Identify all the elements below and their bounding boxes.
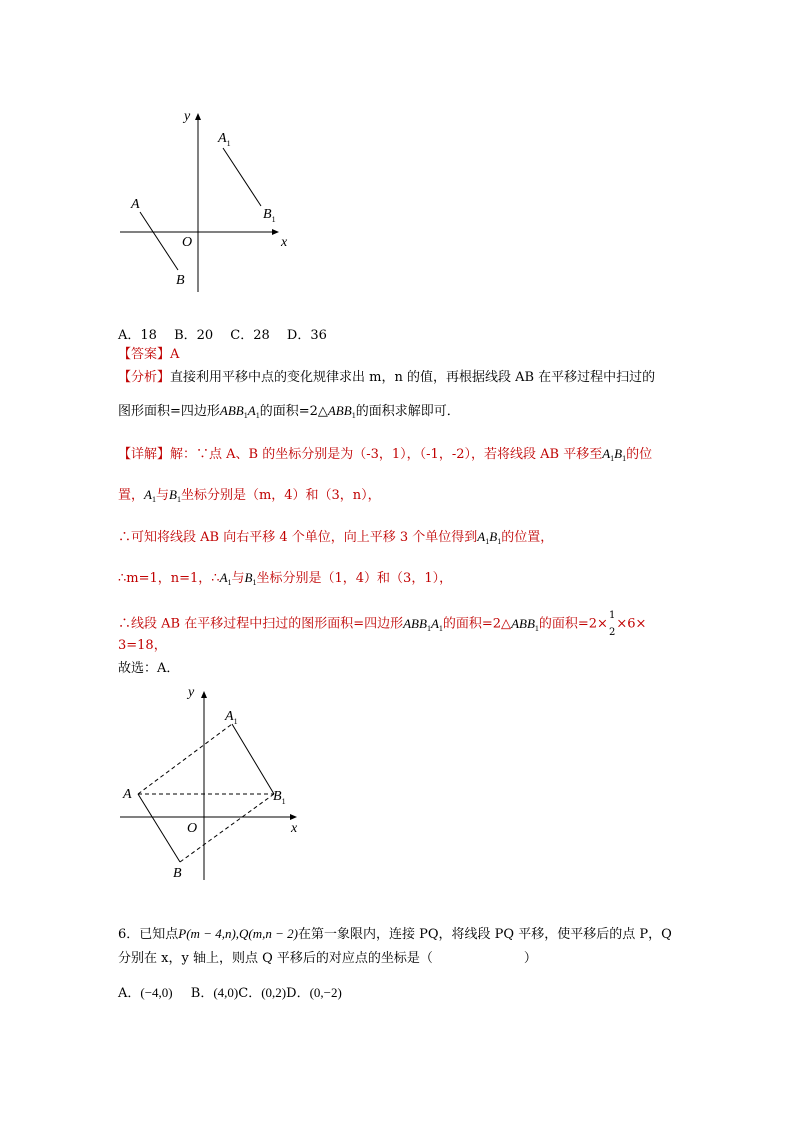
- answer-line: [118, 346, 179, 364]
- option-a-value: (−4,0): [140, 985, 173, 1000]
- dashed-a-a1: [138, 724, 232, 794]
- segment-a1b1-math: $A_1B_1$: [602, 446, 627, 463]
- point-b1-math-2: $B_1$: [244, 570, 257, 587]
- detail-line-2: [118, 486, 381, 509]
- options-line: A．18 B．20 C．28 D．36: [118, 328, 327, 343]
- quad-abb1a1-math: $ABB_1A_1$: [403, 615, 443, 633]
- analysis-line-1: [118, 369, 655, 387]
- question-6-points-math: P(m − 4,n),Q(m,n − 2): [178, 926, 298, 941]
- option-c-value: (0,2): [261, 985, 287, 1000]
- point-b1-math: $B_1$: [168, 487, 181, 504]
- detail-text-2c: 坐标分别是（m，4）和（3，n），: [180, 488, 381, 503]
- detail-text-5a: ∴线段 AB 在平移过程中扫过的图形面积=四边形: [118, 616, 404, 632]
- detail-line-7: 故选：A．: [118, 661, 180, 676]
- point-b1-label: $B_1$: [263, 207, 276, 224]
- point-b1-label-2: $B_1$: [273, 789, 286, 806]
- triangle-abb1: $ABB_1$: [327, 403, 356, 420]
- detail-line-1: [118, 445, 652, 468]
- detail-text-4a: ∴m=1，n=1，∴: [118, 571, 220, 586]
- figure-2-coordinate-plot: [110, 680, 310, 885]
- segment-ab: [140, 212, 178, 270]
- fraction-one-half: [609, 610, 615, 638]
- origin-label-2: O: [187, 821, 198, 836]
- point-b-label: B: [176, 273, 185, 288]
- analysis-label: 【分析】: [118, 370, 171, 385]
- figure-1-coordinate-plot: [110, 100, 300, 300]
- detail-text-2a: 置，: [118, 488, 145, 503]
- detail-text-5b: 的面积=2△: [442, 616, 512, 632]
- segment-a1b1: [223, 148, 261, 206]
- option-c-label: C．: [238, 986, 262, 1001]
- point-a1-label: $A_1$: [218, 131, 231, 148]
- point-a-label-2: A: [123, 787, 132, 802]
- x-axis-label-2: x: [291, 821, 298, 836]
- question-6-options: [118, 984, 342, 1003]
- question-6-line-2: 分别在 x，y 轴上，则点 Q 平移后的对应点的坐标是（ ）: [118, 951, 537, 966]
- point-a1-math-2: $A_1$: [219, 570, 232, 587]
- point-a1-label-2: $A_1$: [225, 709, 238, 726]
- detail-line-6: 3=18，: [118, 638, 167, 653]
- detail-line-3: [118, 528, 553, 551]
- question-6-line-1: [118, 925, 672, 944]
- option-a-label: A．: [118, 986, 141, 1001]
- option-d-label: D．: [286, 986, 310, 1001]
- fraction-numerator: 1: [608, 610, 616, 621]
- option-d-value: (0,−2): [309, 985, 342, 1000]
- detail-line-5: [118, 610, 646, 638]
- analysis-line-2: [118, 402, 460, 425]
- analysis-text-2a: 图形面积=四边形: [118, 404, 220, 419]
- point-a-label: A: [131, 197, 140, 212]
- detail-text-3b: 的位置，: [501, 530, 554, 545]
- detail-text-1b: 的位: [626, 447, 653, 462]
- detail-text-5d: ×6×: [616, 616, 647, 632]
- point-b-label-2: B: [173, 866, 182, 881]
- detail-text-1a: 解：∵点 A、B 的坐标分别是为（-3，1），（-1，-2），若将线段 AB 平移至: [170, 447, 603, 462]
- x-axis-label: x: [281, 235, 288, 250]
- analysis-text-2b: 的面积=2△: [259, 404, 328, 419]
- option-b-label: B．: [190, 986, 214, 1001]
- quad-abb1a1: $ABB_1A_1$: [219, 403, 260, 420]
- point-a1-math: $A_1$: [144, 487, 156, 504]
- detail-text-5c: 的面积=2×: [538, 616, 608, 632]
- detail-text-3a: ∴可知将线段 AB 向右平移 4 个单位，向上平移 3 个单位得到: [118, 530, 478, 545]
- fraction-denominator: 2: [608, 627, 616, 638]
- detail-label: 【详解】: [118, 447, 171, 462]
- option-b-value: (4,0): [213, 985, 239, 1000]
- question-6-text-1: 在第一象限内，连接 PQ，将线段 PQ 平移，使平移后的点 P，Q: [298, 927, 672, 942]
- segment-ab-2: [138, 794, 180, 862]
- analysis-text-1: 直接利用平移中点的变化规律求出 m，n 的值，再根据线段 AB 在平移过程中扫过的: [170, 370, 656, 385]
- origin-label: O: [182, 235, 193, 250]
- detail-text-4b: 与: [231, 571, 245, 586]
- y-axis-label: y: [184, 109, 191, 124]
- detail-text-2b: 与: [155, 488, 169, 503]
- segment-a1b1-2: [232, 724, 274, 794]
- segment-a1b1-math-2: $A_1B_1$: [477, 529, 502, 546]
- analysis-text-2c: 的面积求解即可．: [355, 404, 460, 419]
- question-6-number: 6．已知点: [118, 927, 179, 942]
- answer-label: 【答案】: [118, 347, 171, 362]
- triangle-abb1-math: $ABB_1$: [511, 615, 539, 633]
- y-axis-label-2: y: [188, 685, 195, 700]
- detail-text-4c: 坐标分别是（1，4）和（3，1），: [256, 571, 453, 586]
- answer-value: A: [170, 347, 180, 362]
- detail-line-4: [118, 569, 452, 592]
